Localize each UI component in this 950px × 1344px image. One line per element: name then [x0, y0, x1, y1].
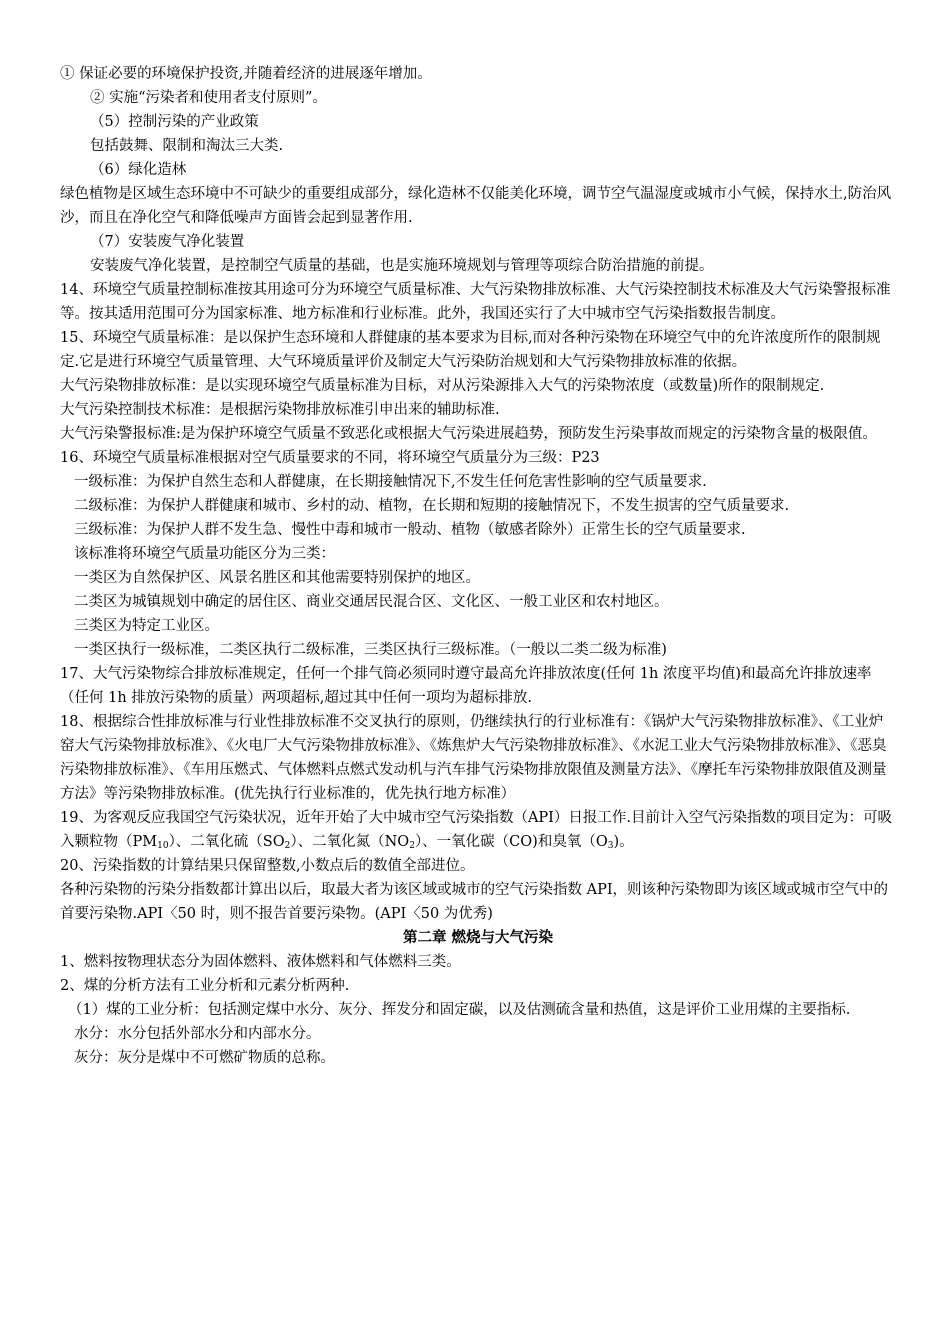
chapter-heading: 第二章 燃烧与大气污染: [402, 929, 554, 946]
document-body: [60, 62, 896, 1070]
paragraph: 二类区为城镇规划中确定的居住区、商业交通居民混合区、文化区、一般工业区和农村地区。: [74, 594, 669, 610]
paragraph: 一类区为自然保护区、风景名胜区和其他需要特别保护的地区。: [74, 570, 480, 586]
text-run: ）、一氧化碳（CO)和臭氧（O: [414, 834, 608, 850]
paragraph: ② 实施“污染者和使用者支付原则”。: [90, 90, 327, 106]
subheading: （5）控制污染的产业政策: [90, 114, 259, 130]
paragraph: 三级标准：为保护人群不发生急、慢性中毒和城市一般动、植物（敏感者除外）正常生长的空气质量要求.: [74, 522, 746, 538]
paragraph: 大气污染警报标准:是为保护环境空气质量不致恶化或根据大气污染进展趋势，预防发生污染事故而规定的污染物含量的极限值。: [60, 426, 877, 442]
subscript: 10: [157, 841, 169, 851]
subscript: 3: [607, 841, 614, 851]
paragraph: （1）煤的工业分析：包括测定煤中水分、灰分、挥发分和固定碳，以及估测硫含量和热值，这是评价工业用煤的主要指标.: [68, 1002, 851, 1018]
paragraph: 该标准将环境空气质量功能区分为三类：: [74, 546, 335, 562]
paragraph: 一类区执行一级标准，二类区执行二级标准，三类区执行三级标准。（一般以二类二级为标准): [74, 642, 667, 658]
paragraph: 20、污染指数的计算结果只保留整数,小数点后的数值全部进位。: [60, 858, 475, 874]
paragraph: 18、根据综合性排放标准与行业性排放标准不交叉执行的原则，仍继续执行的行业标准有：《锅炉大气污染物排放标准》、《工业炉窑大气污染物排放标准》、《火电厂大气污染物排放标准》、《炼焦炉大气污染物排放标准》、《水泥工业大气污染物排放标准》、《恶臭污染物排放标准》、《车用压燃式、气体燃料点燃式发动机与汽车排气污染物排放限值及测量方法》、《摩托车污染物排放限值及测量方法》等污染物排放标准。(优先执行行业标准的，优先执行地方标准）: [60, 714, 887, 802]
paragraph: 绿色植物是区域生态环境中不可缺少的重要组成部分，绿化造林不仅能美化环境，调节空气温湿度或城市小气候，保持水土,防治风沙，而且在净化空气和降低噪声方面皆会起到显著作用.: [60, 186, 892, 226]
text-run: 19、为客观反应我国空气污染状况，近年开始了大中城市空气污染指数（API）日报工作.目前计入空气污染指数的项目定为：可吸入颗粒物（PM: [60, 810, 893, 850]
paragraph: 水分：水分包括外部水分和内部水分。: [74, 1026, 321, 1042]
text-run: ）、二氧化氮（NO: [290, 834, 410, 850]
paragraph: ① 保证必要的环境保护投资,并随着经济的进展逐年增加。: [60, 66, 432, 82]
paragraph: 灰分：灰分是煤中不可燃矿物质的总称。: [74, 1050, 335, 1066]
paragraph: 二级标准：为保护人群健康和城市、乡村的动、植物，在长期和短期的接触情况下，不发生损害的空气质量要求.: [74, 498, 790, 514]
paragraph: 一级标准：为保护自然生态和人群健康，在长期接触情况下,不发生任何危害性影响的空气质量要求.: [74, 474, 707, 490]
paragraph: 包括鼓舞、限制和淘汰三大类.: [90, 138, 284, 154]
subscript: 2: [284, 841, 291, 851]
paragraph: 大气污染控制技术标准：是根据污染物排放标准引申出来的辅助标准.: [60, 402, 500, 418]
paragraph: 安装废气净化装置，是控制空气质量的基础，也是实施环境规划与管理等项综合防治措施的前提。: [90, 258, 714, 274]
subscript: 2: [409, 841, 415, 851]
paragraph: 2、煤的分析方法有工业分析和元素分析两种.: [60, 978, 350, 994]
paragraph: 15、环境空气质量标准：是以保护生态环境和人群健康的基本要求为目标,而对各种污染物在环境空气中的允许浓度所作的限制规定.它是进行环境空气质量管理、大气环境质量评价及制定大气污染防治规划和大气污染物排放标准的依据。: [60, 330, 881, 370]
paragraph: 三类区为特定工业区。: [74, 618, 219, 634]
paragraph: 1、燃料按物理状态分为固体燃料、液体燃料和气体燃料三类。: [60, 954, 461, 970]
text-run: )。: [613, 834, 634, 850]
paragraph: 14、环境空气质量控制标准按其用途可分为环境空气质量标准、大气污染物排放标准、大气污染控制技术标准及大气污染警报标准等。按其适用范围可分为国家标准、地方标准和行业标准。此外，我国还实行了大中城市空气污染指数报告制度。: [60, 282, 891, 322]
paragraph: 16、环境空气质量标准根据对空气质量要求的不同，将环境空气质量分为三级：P23: [60, 450, 600, 466]
paragraph: 各种污染物的污染分指数都计算出以后，取最大者为该区域或城市的空气污染指数 API，则该种污染物即为该区域或城市空气中的首要污染物.API〈50 时，则不报告首要污染物。(API〈50 为优秀): [60, 882, 889, 922]
subheading: （7）安装废气净化装置: [90, 234, 245, 250]
paragraph: 17、大气污染物综合排放标准规定，任何一个排气筒必须同时遵守最高允许排放浓度(任何 1h 浓度平均值)和最高允许排放速率（任何 1h 排放污染物的质量）两项超标,超过其中任何一项均为超标排放.: [60, 666, 872, 706]
text-run: ）、二氧化硫（SO: [168, 834, 285, 850]
paragraph: 大气污染物排放标准：是以实现环境空气质量标准为目标，对从污染源排入大气的污染物浓度（或数量)所作的限制规定.: [60, 378, 825, 394]
paragraph-pollutants: [60, 806, 896, 854]
subheading: （6）绿化造林: [90, 162, 187, 178]
